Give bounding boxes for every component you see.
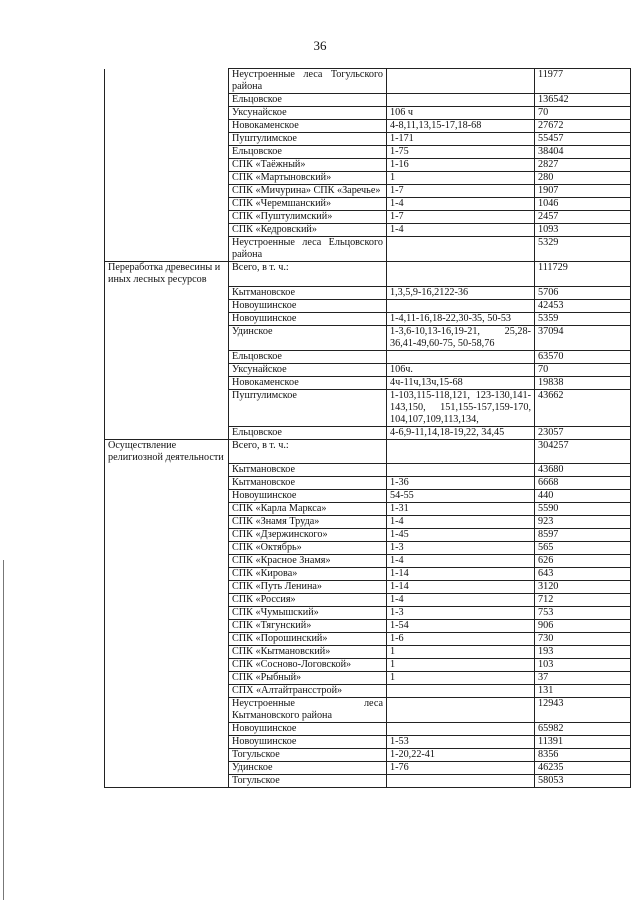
table-row: [105, 299, 631, 312]
activity-type-cell: [105, 426, 229, 439]
forestry-name-cell: Новоушинское: [229, 299, 387, 312]
area-cell: 70: [535, 107, 631, 120]
quarter-numbers-cell: 1-4: [387, 555, 535, 568]
activity-type-cell: [105, 698, 229, 723]
table-row: [105, 490, 631, 503]
table-row: [105, 133, 631, 146]
activity-type-cell: [105, 363, 229, 376]
table-row: [105, 723, 631, 736]
table-row: [105, 159, 631, 172]
area-cell: 753: [535, 607, 631, 620]
activity-type-cell: [105, 286, 229, 299]
activity-type-cell: [105, 350, 229, 363]
forestry-name-cell: Новоушинское: [229, 312, 387, 325]
area-cell: 5590: [535, 503, 631, 516]
forestry-name-cell: СПК «Пуштулимский»: [229, 211, 387, 224]
forestry-name-cell: СПК «Мичурина» СПК «Заречье»: [229, 185, 387, 198]
forestry-name-cell: Кытмановское: [229, 464, 387, 477]
table-row: [105, 477, 631, 490]
table-row: [105, 672, 631, 685]
activity-type-cell: [105, 172, 229, 185]
quarter-numbers-cell: 1-4: [387, 224, 535, 237]
activity-type-cell: [105, 389, 229, 426]
activity-type-cell: [105, 224, 229, 237]
forestry-name-cell: Новоушинское: [229, 490, 387, 503]
table-row: [105, 363, 631, 376]
forestry-name-cell: СПК «Рыбный»: [229, 672, 387, 685]
area-cell: 304257: [535, 439, 631, 464]
quarter-numbers-cell: 106 ч: [387, 107, 535, 120]
table-row: [105, 146, 631, 159]
quarter-numbers-cell: 1: [387, 672, 535, 685]
activity-type-cell: [105, 607, 229, 620]
activity-type-cell: [105, 762, 229, 775]
area-cell: 1907: [535, 185, 631, 198]
quarter-numbers-cell: 1-103,115-118,121, 123-130,141-143,150, 151,155-157,159-170, 104,107,109,113,134,: [387, 389, 535, 426]
forestry-name-cell: СПК «Сосново-Логовской»: [229, 659, 387, 672]
area-cell: 626: [535, 555, 631, 568]
forestry-name-cell: Неустроенные леса Тогульского района: [229, 69, 387, 94]
area-cell: 42453: [535, 299, 631, 312]
activity-type-cell: [105, 146, 229, 159]
area-cell: 1046: [535, 198, 631, 211]
area-cell: 58053: [535, 775, 631, 788]
forestry-name-cell: СПК «Россия»: [229, 594, 387, 607]
quarter-numbers-cell: [387, 439, 535, 464]
area-cell: 55457: [535, 133, 631, 146]
forestry-name-cell: Всего, в т. ч.:: [229, 262, 387, 287]
table-row: [105, 69, 631, 94]
activity-type-cell: [105, 464, 229, 477]
activity-type-cell: [105, 775, 229, 788]
area-cell: 27672: [535, 120, 631, 133]
area-cell: 6668: [535, 477, 631, 490]
table-row: [105, 529, 631, 542]
area-cell: 38404: [535, 146, 631, 159]
area-cell: 12943: [535, 698, 631, 723]
area-cell: 5359: [535, 312, 631, 325]
activity-type-cell: [105, 299, 229, 312]
quarter-numbers-cell: 1-7: [387, 185, 535, 198]
table-row: [105, 620, 631, 633]
table-body: [105, 69, 631, 788]
quarter-numbers-cell: [387, 69, 535, 94]
forestry-name-cell: СПК «Кирова»: [229, 568, 387, 581]
forestry-name-cell: Неустроенные леса Ельцовского района: [229, 237, 387, 262]
activity-type-cell: [105, 477, 229, 490]
area-cell: 136542: [535, 94, 631, 107]
table-row: [105, 224, 631, 237]
activity-type-cell: [105, 659, 229, 672]
quarter-numbers-cell: 1-4: [387, 198, 535, 211]
forestry-name-cell: СПК «Знамя Труда»: [229, 516, 387, 529]
table-row: [105, 633, 631, 646]
activity-type-cell: [105, 69, 229, 94]
quarter-numbers-cell: 1-20,22-41: [387, 749, 535, 762]
forest-land-table: [104, 68, 631, 788]
area-cell: 43662: [535, 389, 631, 426]
activity-type-cell: [105, 529, 229, 542]
area-cell: 1093: [535, 224, 631, 237]
table-row: [105, 237, 631, 262]
table-row: [105, 749, 631, 762]
activity-type-cell: Переработка древесины и иных лесных ресурсов: [105, 262, 229, 287]
forestry-name-cell: Кытмановское: [229, 477, 387, 490]
forestry-name-cell: Ельцовское: [229, 146, 387, 159]
table-row: [105, 516, 631, 529]
activity-type-cell: [105, 542, 229, 555]
quarter-numbers-cell: [387, 350, 535, 363]
activity-type-cell: [105, 107, 229, 120]
activity-type-cell: [105, 312, 229, 325]
forestry-name-cell: Новокаменское: [229, 120, 387, 133]
activity-type-cell: [105, 620, 229, 633]
area-cell: 43680: [535, 464, 631, 477]
table-row: [105, 698, 631, 723]
activity-type-cell: [105, 749, 229, 762]
area-cell: 111729: [535, 262, 631, 287]
table-row: [105, 581, 631, 594]
table-row: [105, 659, 631, 672]
quarter-numbers-cell: 1-54: [387, 620, 535, 633]
activity-type-cell: [105, 133, 229, 146]
quarter-numbers-cell: 1-171: [387, 133, 535, 146]
table-row: [105, 120, 631, 133]
forestry-name-cell: Уксунайское: [229, 107, 387, 120]
quarter-numbers-cell: 1-6: [387, 633, 535, 646]
forestry-name-cell: Удинское: [229, 762, 387, 775]
table-row: [105, 350, 631, 363]
area-cell: 8597: [535, 529, 631, 542]
table-row: [105, 542, 631, 555]
area-cell: 906: [535, 620, 631, 633]
forestry-name-cell: Новокаменское: [229, 376, 387, 389]
activity-type-cell: [105, 568, 229, 581]
activity-type-cell: Осуществление религиозной деятельности: [105, 439, 229, 464]
quarter-numbers-cell: 1,3,5,9-16,2122-36: [387, 286, 535, 299]
forestry-name-cell: СПК «Таёжный»: [229, 159, 387, 172]
forestry-name-cell: Тогульское: [229, 749, 387, 762]
forestry-name-cell: СПК «Красное Знамя»: [229, 555, 387, 568]
quarter-numbers-cell: [387, 775, 535, 788]
area-cell: 2457: [535, 211, 631, 224]
forestry-name-cell: СПК «Кытмановский»: [229, 646, 387, 659]
area-cell: 65982: [535, 723, 631, 736]
quarter-numbers-cell: 1-14: [387, 581, 535, 594]
area-cell: 5706: [535, 286, 631, 299]
forestry-name-cell: Ельцовское: [229, 426, 387, 439]
activity-type-cell: [105, 646, 229, 659]
activity-type-cell: [105, 185, 229, 198]
forestry-name-cell: СПК «Мартыновский»: [229, 172, 387, 185]
forestry-name-cell: Тогульское: [229, 775, 387, 788]
forestry-name-cell: СПК «Кедровский»: [229, 224, 387, 237]
quarter-numbers-cell: 1-4: [387, 594, 535, 607]
table-row: [105, 262, 631, 287]
forestry-name-cell: Удинское: [229, 325, 387, 350]
quarter-numbers-cell: 1-45: [387, 529, 535, 542]
quarter-numbers-cell: 4-8,11,13,15-17,18-68: [387, 120, 535, 133]
area-cell: 565: [535, 542, 631, 555]
table-row: [105, 107, 631, 120]
forestry-name-cell: Пуштулимское: [229, 133, 387, 146]
quarter-numbers-cell: [387, 464, 535, 477]
area-cell: 11391: [535, 736, 631, 749]
forestry-name-cell: Ельцовское: [229, 350, 387, 363]
table-row: [105, 736, 631, 749]
quarter-numbers-cell: 106ч.: [387, 363, 535, 376]
table-row: [105, 426, 631, 439]
table-row: [105, 389, 631, 426]
table-row: [105, 286, 631, 299]
area-cell: 11977: [535, 69, 631, 94]
table-row: [105, 568, 631, 581]
area-cell: 131: [535, 685, 631, 698]
quarter-numbers-cell: 1: [387, 659, 535, 672]
area-cell: 923: [535, 516, 631, 529]
activity-type-cell: [105, 594, 229, 607]
forestry-name-cell: Пуштулимское: [229, 389, 387, 426]
area-cell: 8356: [535, 749, 631, 762]
area-cell: 5329: [535, 237, 631, 262]
activity-type-cell: [105, 376, 229, 389]
activity-type-cell: [105, 672, 229, 685]
quarter-numbers-cell: 1-4,11-16,18-22,30-35, 50-53: [387, 312, 535, 325]
area-cell: 643: [535, 568, 631, 581]
area-cell: 193: [535, 646, 631, 659]
activity-type-cell: [105, 503, 229, 516]
quarter-numbers-cell: 1-76: [387, 762, 535, 775]
table-row: [105, 198, 631, 211]
activity-type-cell: [105, 490, 229, 503]
forestry-name-cell: СПК «Путь Ленина»: [229, 581, 387, 594]
forestry-name-cell: СПХ «Алтайтрансстрой»: [229, 685, 387, 698]
quarter-numbers-cell: [387, 237, 535, 262]
activity-type-cell: [105, 633, 229, 646]
activity-type-cell: [105, 94, 229, 107]
table-row: [105, 94, 631, 107]
activity-type-cell: [105, 555, 229, 568]
quarter-numbers-cell: [387, 685, 535, 698]
table-row: [105, 594, 631, 607]
table-row: [105, 172, 631, 185]
quarter-numbers-cell: 54-55: [387, 490, 535, 503]
quarter-numbers-cell: [387, 299, 535, 312]
forestry-name-cell: Уксунайское: [229, 363, 387, 376]
activity-type-cell: [105, 211, 229, 224]
activity-type-cell: [105, 237, 229, 262]
area-cell: 19838: [535, 376, 631, 389]
quarter-numbers-cell: 1-16: [387, 159, 535, 172]
area-cell: 712: [535, 594, 631, 607]
quarter-numbers-cell: 1-31: [387, 503, 535, 516]
table-row: [105, 685, 631, 698]
area-cell: 46235: [535, 762, 631, 775]
quarter-numbers-cell: 1: [387, 646, 535, 659]
quarter-numbers-cell: [387, 723, 535, 736]
scan-edge-line: [3, 560, 4, 900]
quarter-numbers-cell: 1: [387, 172, 535, 185]
area-cell: 2827: [535, 159, 631, 172]
area-cell: 730: [535, 633, 631, 646]
activity-type-cell: [105, 159, 229, 172]
area-cell: 37094: [535, 325, 631, 350]
area-cell: 103: [535, 659, 631, 672]
activity-type-cell: [105, 581, 229, 594]
forestry-name-cell: СПК «Порошинский»: [229, 633, 387, 646]
quarter-numbers-cell: 1-14: [387, 568, 535, 581]
table-row: [105, 211, 631, 224]
forestry-name-cell: СПК «Чумышский»: [229, 607, 387, 620]
table-row: [105, 775, 631, 788]
activity-type-cell: [105, 120, 229, 133]
table-row: [105, 376, 631, 389]
forestry-name-cell: СПК «Октябрь»: [229, 542, 387, 555]
area-cell: 440: [535, 490, 631, 503]
table-row: [105, 555, 631, 568]
forestry-name-cell: Новоушинское: [229, 736, 387, 749]
table-row: [105, 646, 631, 659]
activity-type-cell: [105, 736, 229, 749]
area-cell: 280: [535, 172, 631, 185]
activity-type-cell: [105, 325, 229, 350]
table-row: [105, 312, 631, 325]
activity-type-cell: [105, 685, 229, 698]
table-row: [105, 185, 631, 198]
table-row: [105, 762, 631, 775]
table-row: [105, 439, 631, 464]
quarter-numbers-cell: 1-7: [387, 211, 535, 224]
page-number: 36: [313, 38, 327, 53]
activity-type-cell: [105, 723, 229, 736]
area-cell: 37: [535, 672, 631, 685]
quarter-numbers-cell: [387, 94, 535, 107]
forestry-name-cell: СПК «Дзержинского»: [229, 529, 387, 542]
forestry-name-cell: Кытмановское: [229, 286, 387, 299]
quarter-numbers-cell: 1-3: [387, 607, 535, 620]
area-cell: 23057: [535, 426, 631, 439]
forestry-name-cell: СПК «Черемшанский»: [229, 198, 387, 211]
forestry-name-cell: Ельцовское: [229, 94, 387, 107]
quarter-numbers-cell: 1-4: [387, 516, 535, 529]
table-row: [105, 503, 631, 516]
table-row: [105, 607, 631, 620]
forestry-name-cell: Неустроенные леса Кытмановского района: [229, 698, 387, 723]
quarter-numbers-cell: 4-6,9-11,14,18-19,22, 34,45: [387, 426, 535, 439]
quarter-numbers-cell: 1-36: [387, 477, 535, 490]
area-cell: 70: [535, 363, 631, 376]
table-row: [105, 325, 631, 350]
quarter-numbers-cell: 1-3: [387, 542, 535, 555]
area-cell: 3120: [535, 581, 631, 594]
area-cell: 63570: [535, 350, 631, 363]
quarter-numbers-cell: 1-75: [387, 146, 535, 159]
table-row: [105, 464, 631, 477]
activity-type-cell: [105, 516, 229, 529]
quarter-numbers-cell: [387, 698, 535, 723]
quarter-numbers-cell: 1-53: [387, 736, 535, 749]
forestry-name-cell: СПК «Тягунский»: [229, 620, 387, 633]
forestry-name-cell: Всего, в т. ч.:: [229, 439, 387, 464]
quarter-numbers-cell: 1-3,6-10,13-16,19-21, 25,28-36,41-49,60-75, 50-58,76: [387, 325, 535, 350]
quarter-numbers-cell: 4ч-11ч,13ч,15-68: [387, 376, 535, 389]
quarter-numbers-cell: [387, 262, 535, 287]
activity-type-cell: [105, 198, 229, 211]
forestry-name-cell: СПК «Карла Маркса»: [229, 503, 387, 516]
forestry-name-cell: Новоушинское: [229, 723, 387, 736]
